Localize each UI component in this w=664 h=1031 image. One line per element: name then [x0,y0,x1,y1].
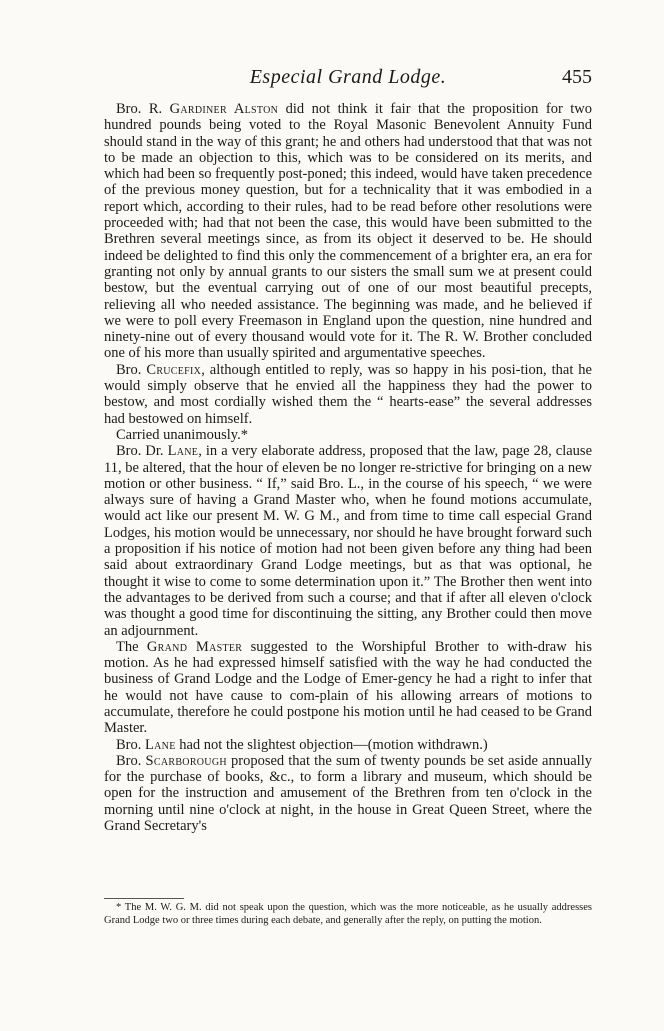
paragraph-text: Bro. [116,361,147,378]
paragraph [104,753,592,834]
speaker-name: Lane [167,443,199,460]
speaker-name: Gardiner Alston [169,101,279,117]
paragraph [104,443,592,639]
page-number: 455 [562,66,592,88]
page-header [104,66,592,96]
paragraph-text: Bro. [116,736,145,753]
paragraph-text: proposed that the sum of twenty pounds be set aside annually for the purchase of books, &c., to form a library and museum, which should be open for the instruction and amusement of the Brethren from ten o'clock in the morning until nine o'clock at night, in the house in Great Queen Street, where the Grand Secretary's [104,752,592,835]
paragraph-text: Carried unanimously.* [116,426,248,443]
paragraph-text: The [116,638,147,655]
paragraph [104,362,592,427]
footnote-text: * The M. W. G. M. did not speak upon the question, which was the more noticeable, as he usually addresses Grand Lodge two or three times during each debate, and generally after the reply, on putting the motion. [104,902,592,926]
paragraph-text: suggested to the Worshipful Brother to with-draw his motion. As he had expressed himself satisfied with the way he had conducted the business of Grand Lodge and the Lodge of Emer-gency he had a right to infer that he would not have cause to com-plain of his allowing arrears of motions to accumulate, therefore he could postpone his motion until he had ceased to be Grand Master. [104,638,592,737]
paragraph-text: had not the slightest objection—(motion withdrawn.) [175,736,488,753]
footnote [104,902,592,927]
paragraph-text: Bro. [116,752,146,769]
speaker-name: Scarborough [145,752,227,769]
paragraph [104,639,592,737]
paragraph [104,737,592,753]
speaker-name: Grand Master [146,638,243,655]
paragraph [104,427,592,443]
speaker-name: Crucefix [146,361,202,378]
paragraph-text: Bro. R. [116,101,170,117]
paragraph [104,101,592,362]
speaker-name: Lane [145,736,176,753]
paragraph-text: , in a very elaborate address, proposed that the law, page 28, clause 11, be altered, that the hour of eleven be no longer re-strictive for bringing on a new motion or other business. “ If,” said Bro. L., in the course of his speech, “ we were always sure of having a Grand Master who, when he found motions accumulate, would act like our present M. W. G M., and from time to time call especial Grand Lodges, his motion would be unnecessary, nor should he have brought forward such a proposition if his notice of motion had not been given before any thing had been said about extraordinary Grand Lodge meetings, but as that was optional, he thought it wise to come to some determination upon it.” The Brother then went into the advantages to be derived from such a course; and that if after all eleven o'clock was thought a good time for discontinuing the sitting, any Brother could then move an adjournment. [104,443,593,639]
paragraph-text: , although entitled to reply, was so happy in his posi-tion, that he would simply observe that he envied all the happiness they had the power to bestow, and most cordially wished them the “ hearts-ease” the several addresses had bestowed on himself. [104,361,592,427]
footnote-rule [104,898,184,899]
body-text [104,101,592,834]
paragraph-text: did not think it fair that the proposition for two hundred pounds being voted to the Royal Masonic Benevolent Annuity Fund should stand in the way of this grant; he and others had understood that that was not to be made an objection to this, which was to be considered on its merits, and which had been so frequently post-poned; this indeed, would have taken precedence of the previous money question, but for a technicality that it was embodied in a report which, according to their rules, had to be read before other resolutions were proceeded with; had that not been the case, this would have been submitted to the Brethren several meetings since, as from its object it deserved to be. He should indeed be delighted to find this only the commencement of a brighter era, an era for granting not only by annual grants to our sisters the small sum we at present could bestow, but the eventual carrying out of one of our most beautiful precepts, relieving all who needed assistance. The beginning was made, and he believed if we were to poll every Freemason in England upon the question, nine hundred and ninety-nine out of every thousand would vote for it. The R. W. Brother concluded one of his more than usually spirited and argumentative speeches. [104,101,593,362]
paragraph-text: Bro. Dr. [116,443,168,460]
running-title: Especial Grand Lodge. [249,66,447,88]
